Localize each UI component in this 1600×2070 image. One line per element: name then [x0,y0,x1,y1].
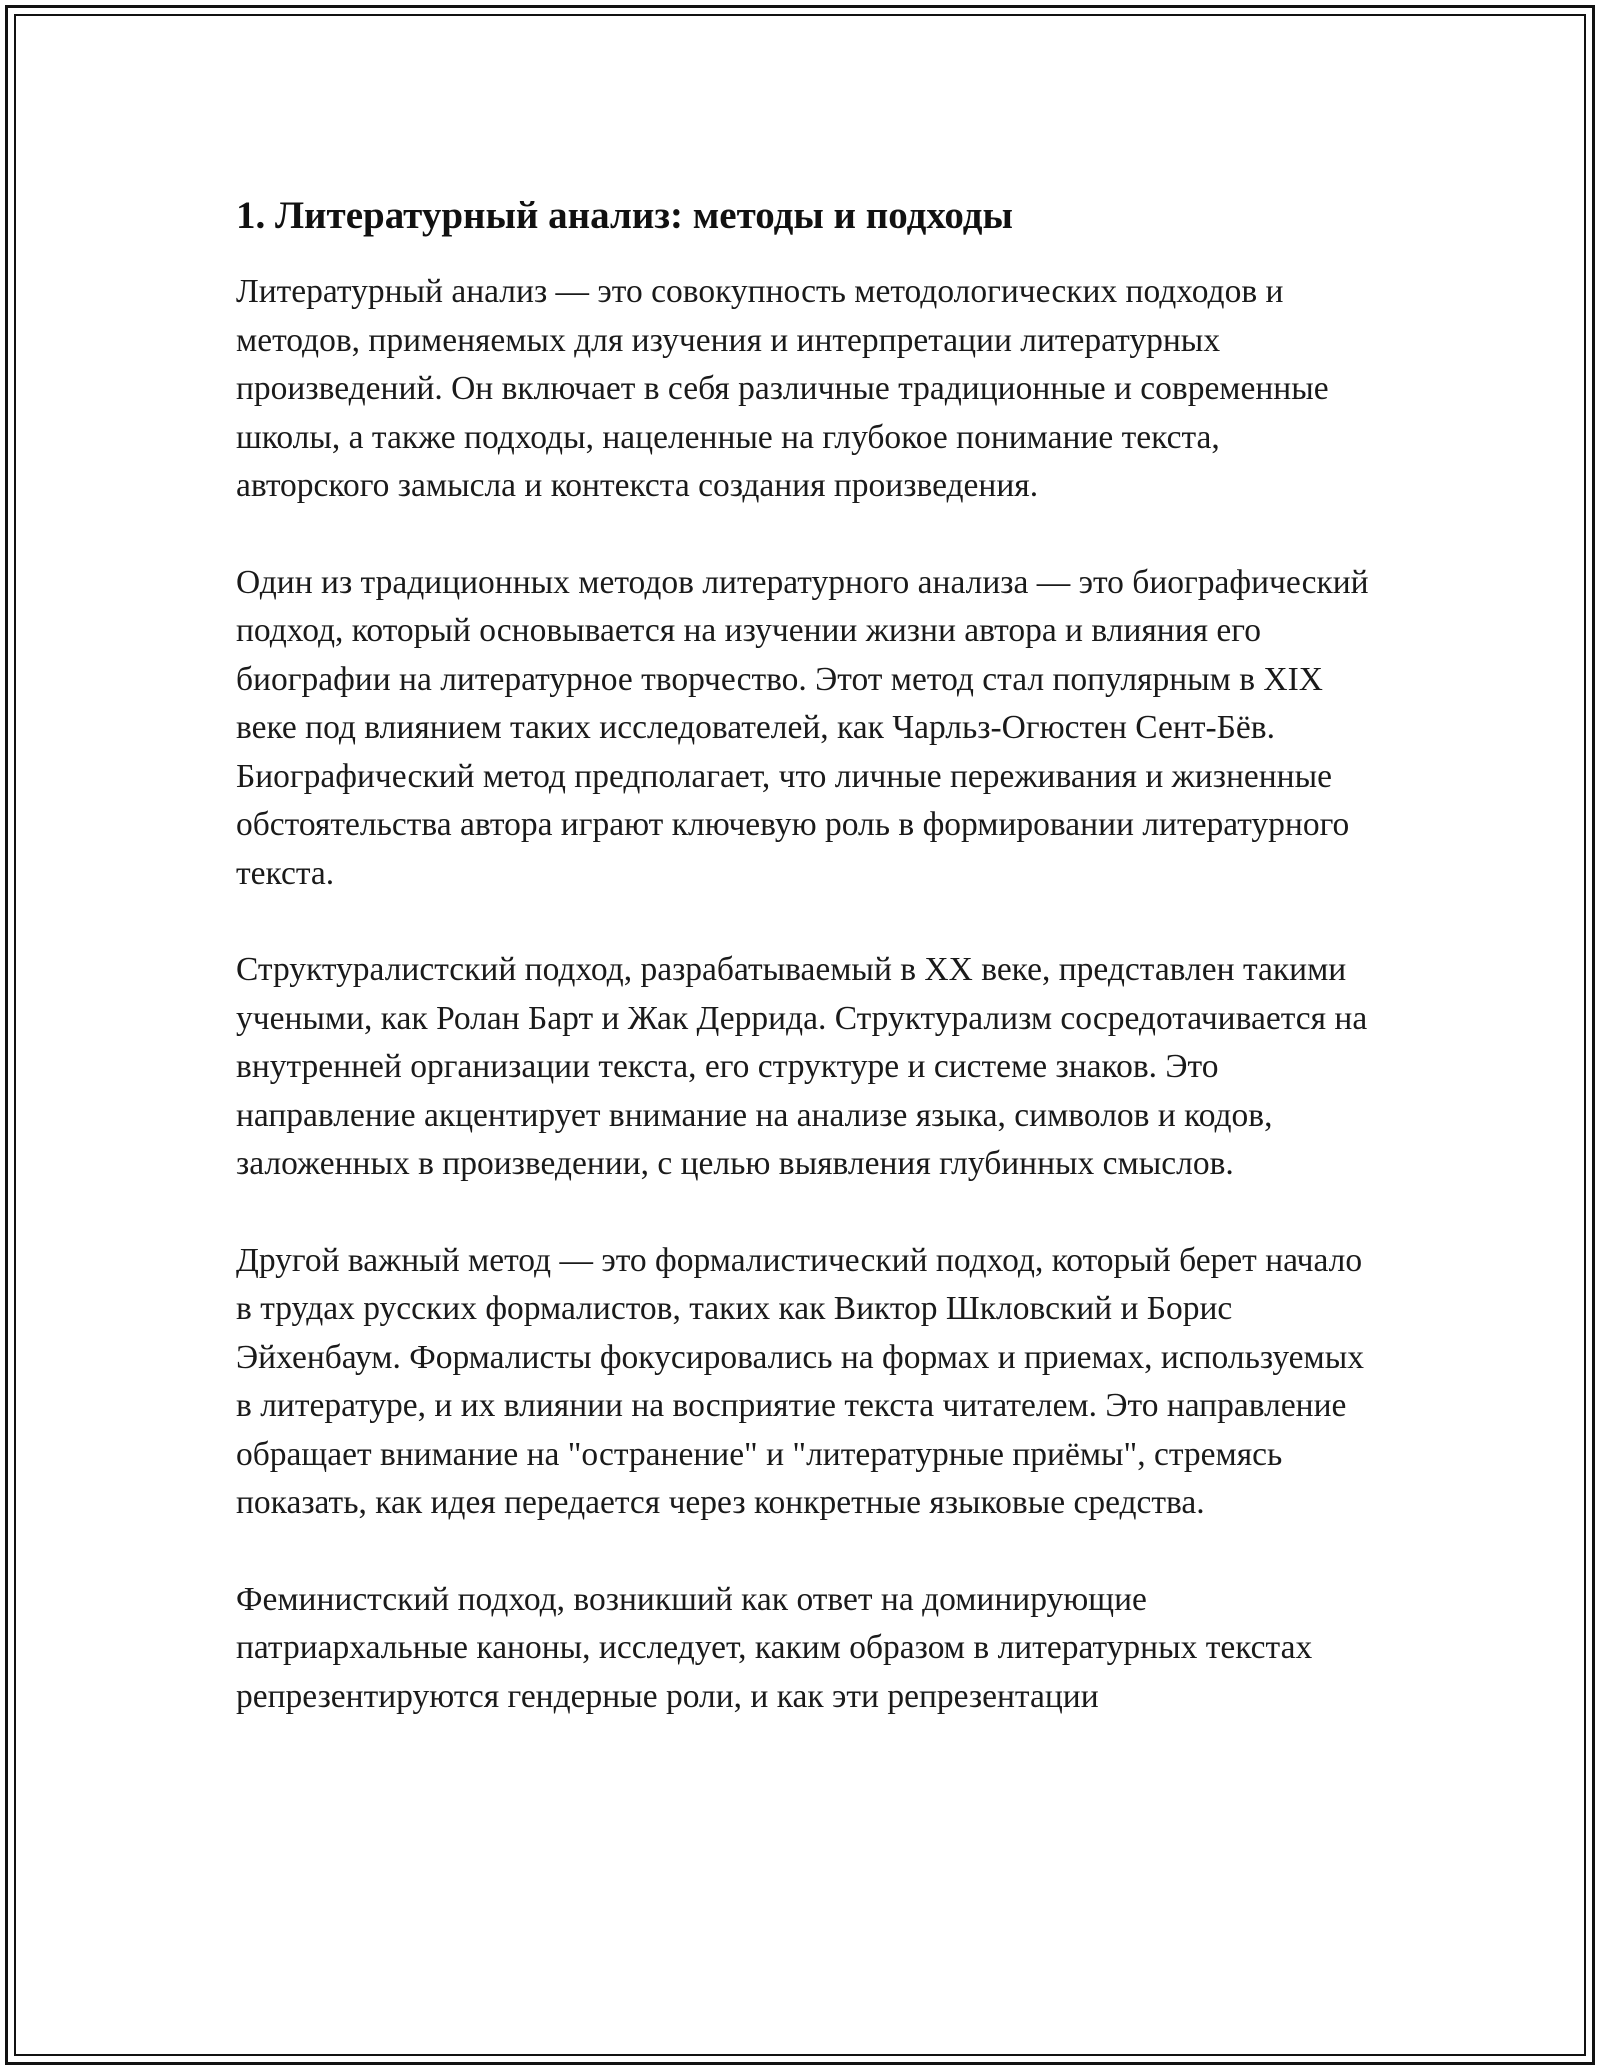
paragraph-feminist: Феминистский подход, возникший как ответ на доминирующие патриархальные каноны, исследует, каким образом в литературных текстах репрезентируются гендерные роли, и как эти репрезентации [236,1580,1313,1715]
paragraph-formalist: Другой важный метод — это формалистический подход, который берет начало в трудах русских формалистов, таких как Виктор Шкловский и Борис Эйхенбаум. Формалисты фокусировались на формах и приемах, используемых в литературе, и их влиянии на восприятие текста читателем. Это направление обращает внимание на "остранение" и "литературные приёмы", стремясь показать, как идея передается через конкретные языковые средства. [236,1241,1365,1521]
section-title: 1. Литературный анализ: методы и подходы [236,194,1013,237]
paragraph-intro: Литературный анализ — это совокупность методологических подходов и методов, применяемых для изучения и интерпретации литературных произведений. Он включает в себя различные традиционные и современные школы, а также подходы, нацеленные на глубокое понимание текста, авторского замысла и контекста создания произведения. [236,273,1329,504]
paragraph-biographical: Один из традиционных методов литературного анализа — это биографический подход, который основывается на изучении жизни автора и влияния его биографии на литературное творчество. Этот метод стал популярным в XIX веке под влиянием таких исследователей, как Чарльз-Огюстен Сент-Бёв. Биографический метод предполагает, что личные переживания и жизненные обстоятельства автора играют ключевую роль в формировании литературного текста. [236,563,1369,892]
document-body [236,188,1376,1769]
paragraph-structuralist: Структуралистский подход, разрабатываемый в XX веке, представлен такими учеными, как Ролан Барт и Жак Деррида. Структурализм сосредотачивается на внутренней организации текста, его структуре и системе знаков. Это направление акцентирует внимание на анализе языка, символов и кодов, заложенных в произведении, с целью выявления глубинных смыслов. [236,951,1368,1182]
